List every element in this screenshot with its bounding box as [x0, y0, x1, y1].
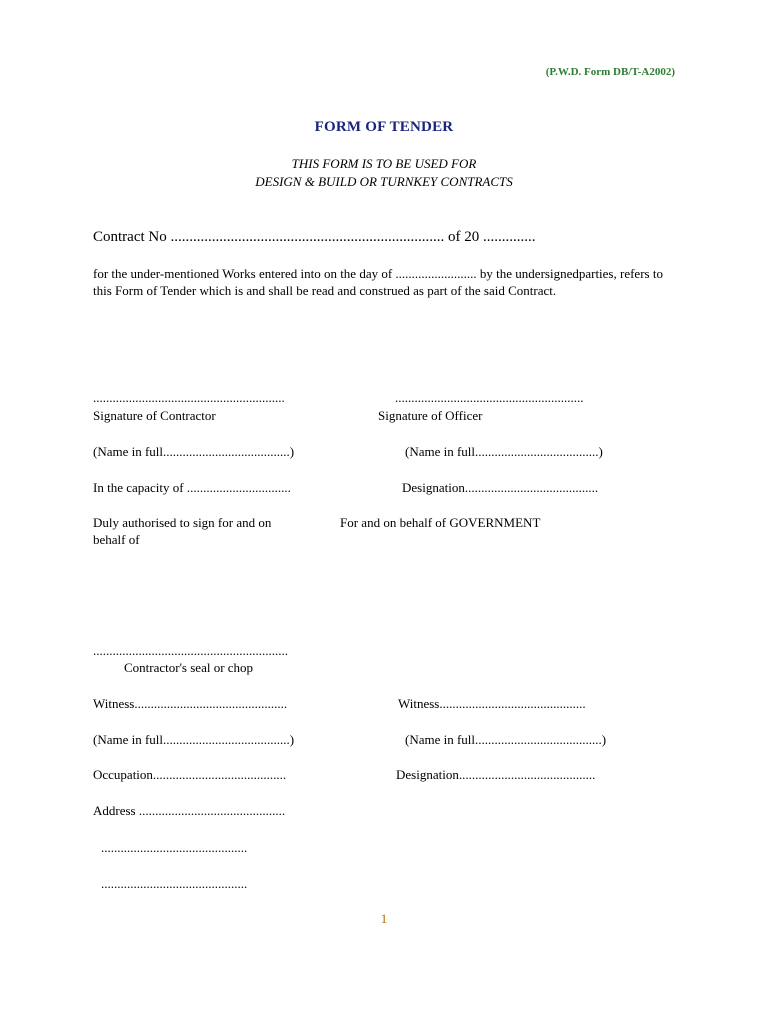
contractor-capacity-line: In the capacity of ................................ [93, 480, 291, 495]
contractor-signature-label: Signature of Contractor [93, 408, 216, 423]
page-number: 1 [380, 911, 388, 926]
contractor-seal-label: Contractor's seal or chop [124, 660, 254, 675]
contract-number-line: Contract No ......................................................................... of 20 .............. [93, 229, 536, 245]
intro-paragraph: for the under-mentioned Works entered into on the day of ......................... by the undersignedparties, refers to this Form of Tender which is and shall be read and construed as part of the said Contract. [93, 266, 663, 298]
officer-signature-label: Signature of Officer [378, 408, 483, 423]
contractor-authorised-line-2: behalf of [93, 532, 140, 547]
subtitle-line-2: DESIGN & BUILD OR TURNKEY CONTRACTS [255, 174, 513, 189]
officer-designation-line-2: Designation.......................................... [396, 767, 596, 782]
page-title: FORM OF TENDER [314, 119, 454, 135]
officer-witness-line: Witness............................................. [398, 696, 586, 711]
contractor-name-line: (Name in full.......................................) [93, 444, 295, 459]
contractor-address-line: Address ............................................. [93, 803, 286, 818]
contractor-address-dots-3: ............................................. [101, 876, 248, 891]
officer-name-line: (Name in full......................................) [405, 444, 603, 459]
officer-signature-dots: .......................................................... [395, 390, 584, 405]
officer-witness-name-line: (Name in full.......................................) [405, 732, 607, 747]
contractor-witness-name-line: (Name in full.......................................) [93, 732, 295, 747]
officer-designation-line: Designation......................................... [402, 480, 599, 495]
contractor-signature-dots: ........................................................... [93, 390, 285, 405]
contractor-occupation-line: Occupation......................................... [93, 767, 287, 782]
contractor-seal-dots: ............................................................ [93, 643, 288, 658]
officer-behalf-line: For and on behalf of GOVERNMENT [340, 515, 541, 530]
contractor-witness-line: Witness............................................... [93, 696, 288, 711]
subtitle-line-1: THIS FORM IS TO BE USED FOR [291, 156, 477, 171]
contractor-address-dots-2: ............................................. [101, 840, 248, 855]
form-reference: (P.W.D. Form DB/T-A2002) [545, 66, 675, 78]
contractor-authorised-line-1: Duly authorised to sign for and on [93, 515, 272, 530]
